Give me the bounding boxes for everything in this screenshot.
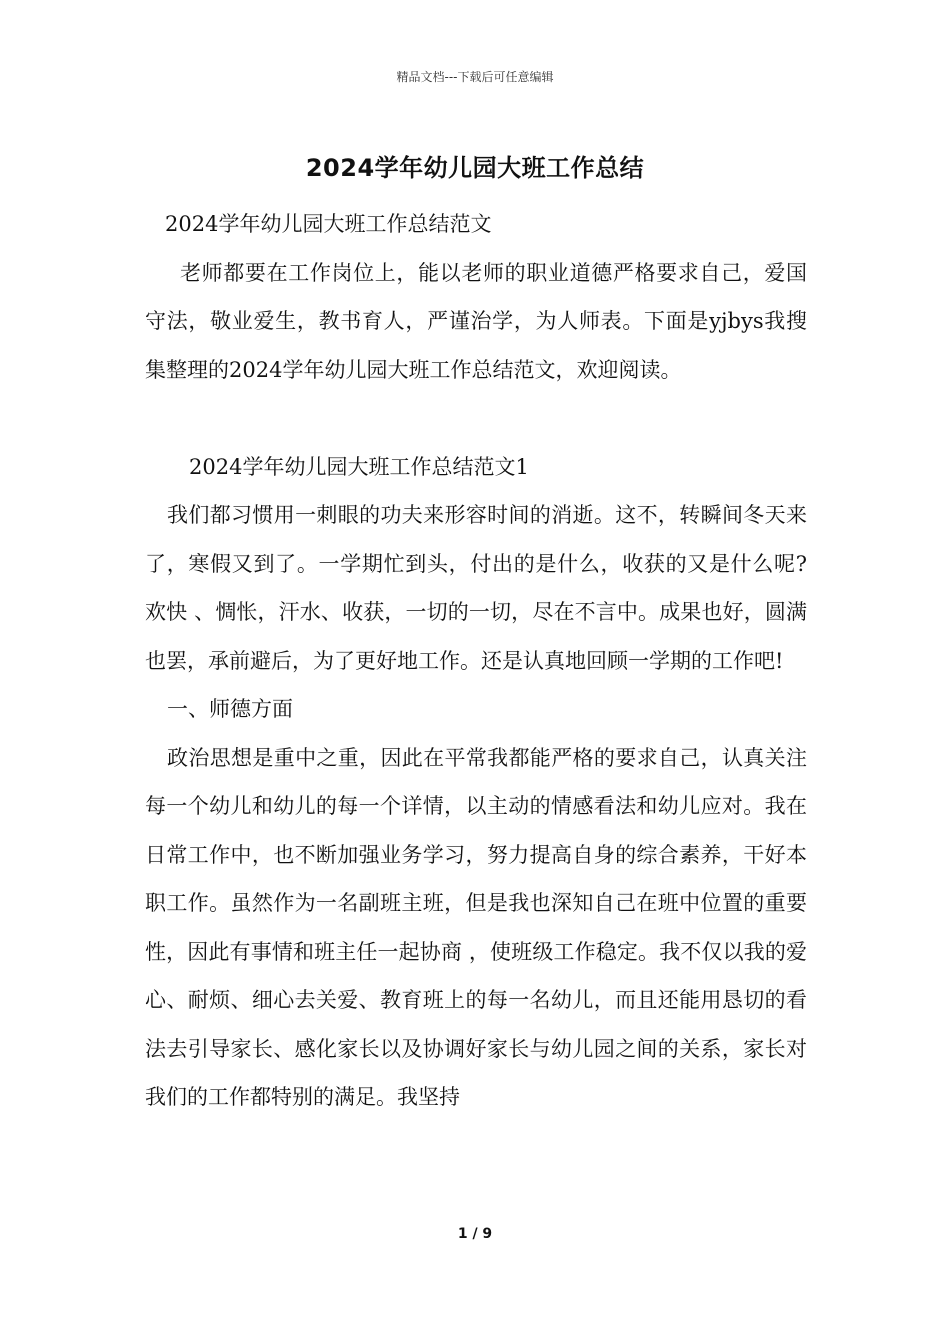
document-subtitle: 2024学年幼儿园大班工作总结范文: [165, 212, 492, 236]
document-title: 2024学年幼儿园大班工作总结: [305, 154, 645, 182]
section-title: 2024学年幼儿园大班工作总结范文1: [189, 454, 529, 479]
body-paragraph: 政治思想是重中之重，因此在平常我都能严格的要求自己，认真关注每一个幼儿和幼儿的每一个详情，以主动的情感看法和幼儿应对。我在日常工作中，也不断加强业务学习，努力提高自身的综合素养，干好本职工作。虽然作为一名副班主班，但是我也深知自己在班中位置的重要性，因此有事情和班主任一起协商 ，使班级工作稳定。我不仅以我的爱心、耐烦、细心去关爱、教育班上的每一名幼儿，而且还能用恳切的看法去引导家长、感化家长以及协调好家长与幼儿园之间的关系，家长对我们的工作都特别的满足。我坚持: [145, 745, 807, 1109]
paragraph-spacer: [145, 394, 807, 443]
body-paragraph: 我们都习惯用一刺眼的功夫来形容时间的消逝。这不，转瞬间冬天来了，寒假又到了。一学期忙到头，付出的是什么，收获的又是什么呢?欢快 、惆怅，汗水、收获，一切的一切，尽在不言中。成果也好，圆满也罢，承前避后，为了更好地工作。还是认真地回顾一学期的工作吧!: [145, 503, 807, 673]
intro-paragraph: 老师都要在工作岗位上，能以老师的职业道德严格要求自己，爱国守法，敬业爱生，教书育人，严谨治学，为人师表。下面是yjbys我搜集整理的2024学年幼儿园大班工作总结范文，欢迎阅读。: [145, 260, 807, 382]
document-body: [145, 200, 807, 1122]
section-heading: 一、师德方面: [167, 697, 293, 721]
page-indicator: 1 / 9: [457, 1226, 493, 1242]
header-note: 精品文档---下载后可任意编辑: [396, 70, 554, 84]
